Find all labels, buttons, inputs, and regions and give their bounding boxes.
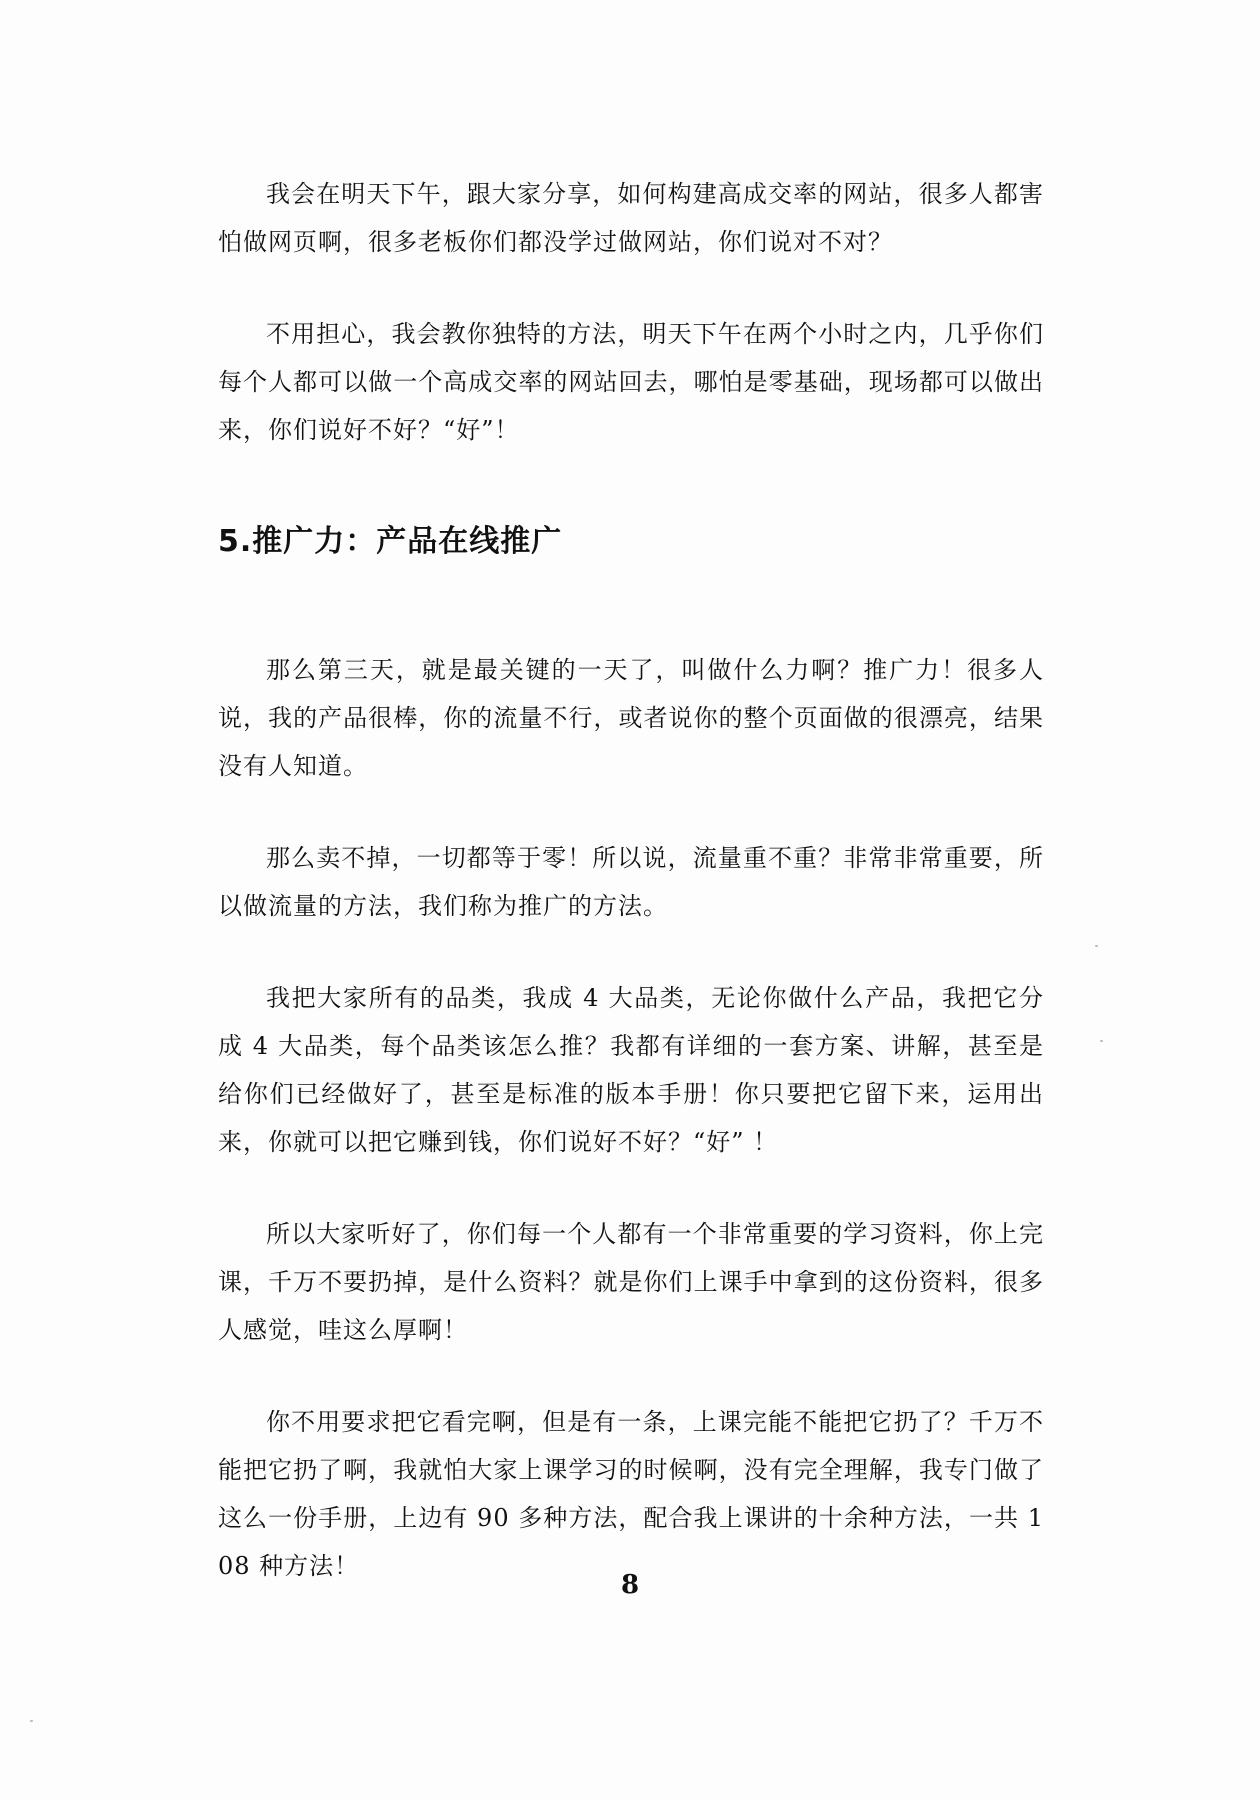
paragraph: 我会在明天下午，跟大家分享，如何构建高成交率的网站，很多人都害怕做网页啊，很多老板你们都没学过做网站，你们说对不对？ (218, 180, 1044, 256)
paragraph: 那么第三天，就是最关键的一天了，叫做什么力啊？推广力！很多人说，我的产品很棒，你的流量不行，或者说你的整个页面做的很漂亮，结果没有人知道。 (218, 656, 1044, 780)
scan-speck (30, 1720, 33, 1722)
scan-speck (1100, 1040, 1103, 1042)
page-number: 8 (620, 1570, 640, 1600)
scan-speck (1095, 945, 1098, 947)
section-heading: 5.推广力：产品在线推广 (218, 524, 563, 559)
paragraph: 不用担心，我会教你独特的方法，明天下午在两个小时之内，几乎你们每个人都可以做一个高成交率的网站回去，哪怕是零基础，现场都可以做出来，你们说好不好？“好”！ (218, 320, 1044, 444)
paragraph: 你不用要求把它看完啊，但是有一条，上课完能不能把它扔了？千万不能把它扔了啊，我就怕大家上课学习的时候啊，没有完全理解，我专门做了这么一份手册，上边有 90 多种方法，配合我上课讲的十余种方法，一共 108 种方法！ (218, 1408, 1044, 1580)
paragraph: 那么卖不掉，一切都等于零！所以说，流量重不重？非常非常重要，所以做流量的方法，我们称为推广的方法。 (218, 844, 1044, 920)
page-body (218, 170, 1044, 1590)
paragraph: 我把大家所有的品类，我成 4 大品类，无论你做什么产品，我把它分成 4 大品类，每个品类该怎么推？我都有详细的一套方案、讲解，甚至是给你们已经做好了，甚至是标准的版本手册！你只要把它留下来，运用出来，你就可以把它赚到钱，你们说好不好？“好” ！ (218, 984, 1044, 1156)
paragraph: 所以大家听好了，你们每一个人都有一个非常重要的学习资料，你上完课，千万不要扔掉，是什么资料？就是你们上课手中拿到的这份资料，很多人感觉，哇这么厚啊！ (218, 1220, 1044, 1344)
